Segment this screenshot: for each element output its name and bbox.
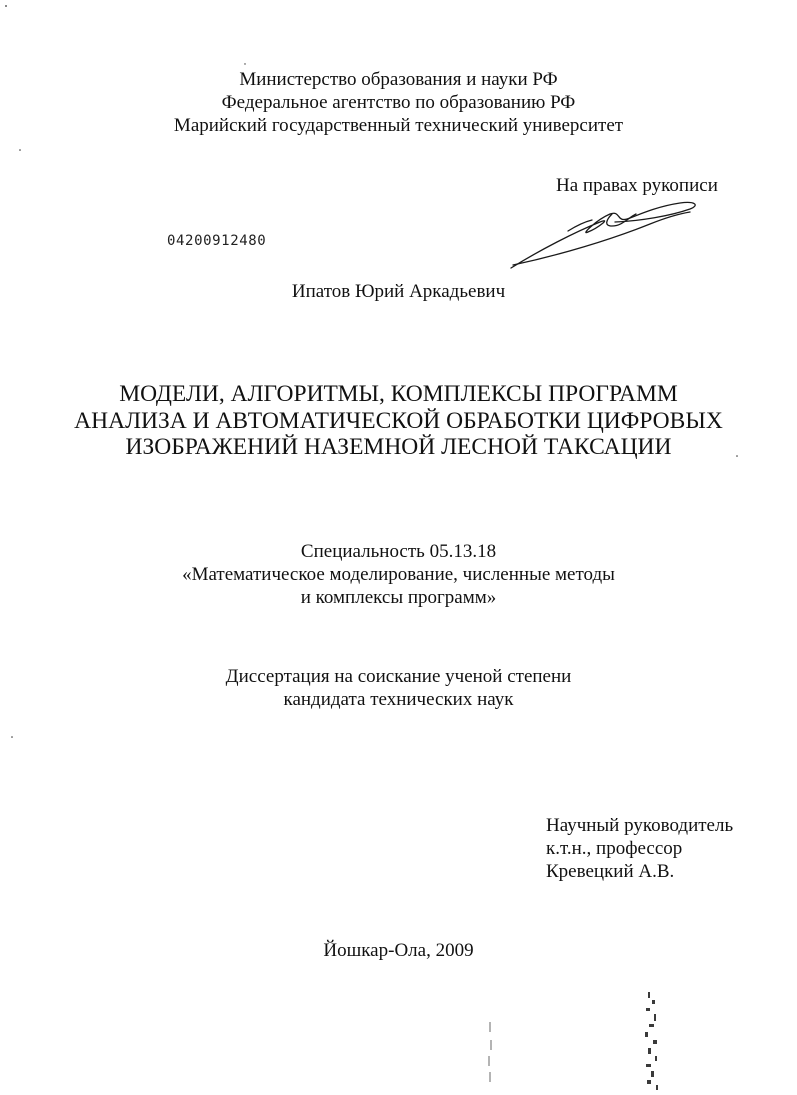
specialty-name-line-1: «Математическое моделирование, численные методы: [182, 564, 615, 585]
title-line-1: МОДЕЛИ, АЛГОРИТМЫ, КОМПЛЕКСЫ ПРОГРАММ: [119, 381, 678, 407]
title-line-2: АНАЛИЗА И АВТОМАТИЧЕСКОЙ ОБРАБОТКИ ЦИФРОВЫХ: [74, 408, 723, 434]
dissertation-line-2: кандидата технических наук: [283, 689, 514, 710]
university-line: Марийский государственный технический университет: [173, 115, 624, 136]
supervisor-label: Научный руководитель: [546, 815, 734, 836]
supervisor-name: Кревецкий А.В.: [546, 861, 675, 882]
place-year: Йошкар-Ола, 2009: [323, 940, 474, 961]
specialty-name-line-2: и комплексы программ»: [300, 587, 497, 608]
supervisor-degree: к.т.н., профессор: [546, 838, 683, 859]
agency-line: Федеральное агентство по образованию РФ: [221, 92, 576, 113]
specialty-code: Специальность 05.13.18: [300, 541, 497, 562]
document-code: 04200912480: [167, 233, 267, 249]
ministry-line: Министерство образования и науки РФ: [239, 69, 558, 90]
rights-note: На правах рукописи: [556, 175, 718, 196]
dissertation-line-1: Диссертация на соискание ученой степени: [225, 666, 572, 687]
title-line-3: ИЗОБРАЖЕНИЙ НАЗЕМНОЙ ЛЕСНОЙ ТАКСАЦИИ: [125, 434, 672, 460]
author-name: Ипатов Юрий Аркадьевич: [291, 281, 506, 302]
